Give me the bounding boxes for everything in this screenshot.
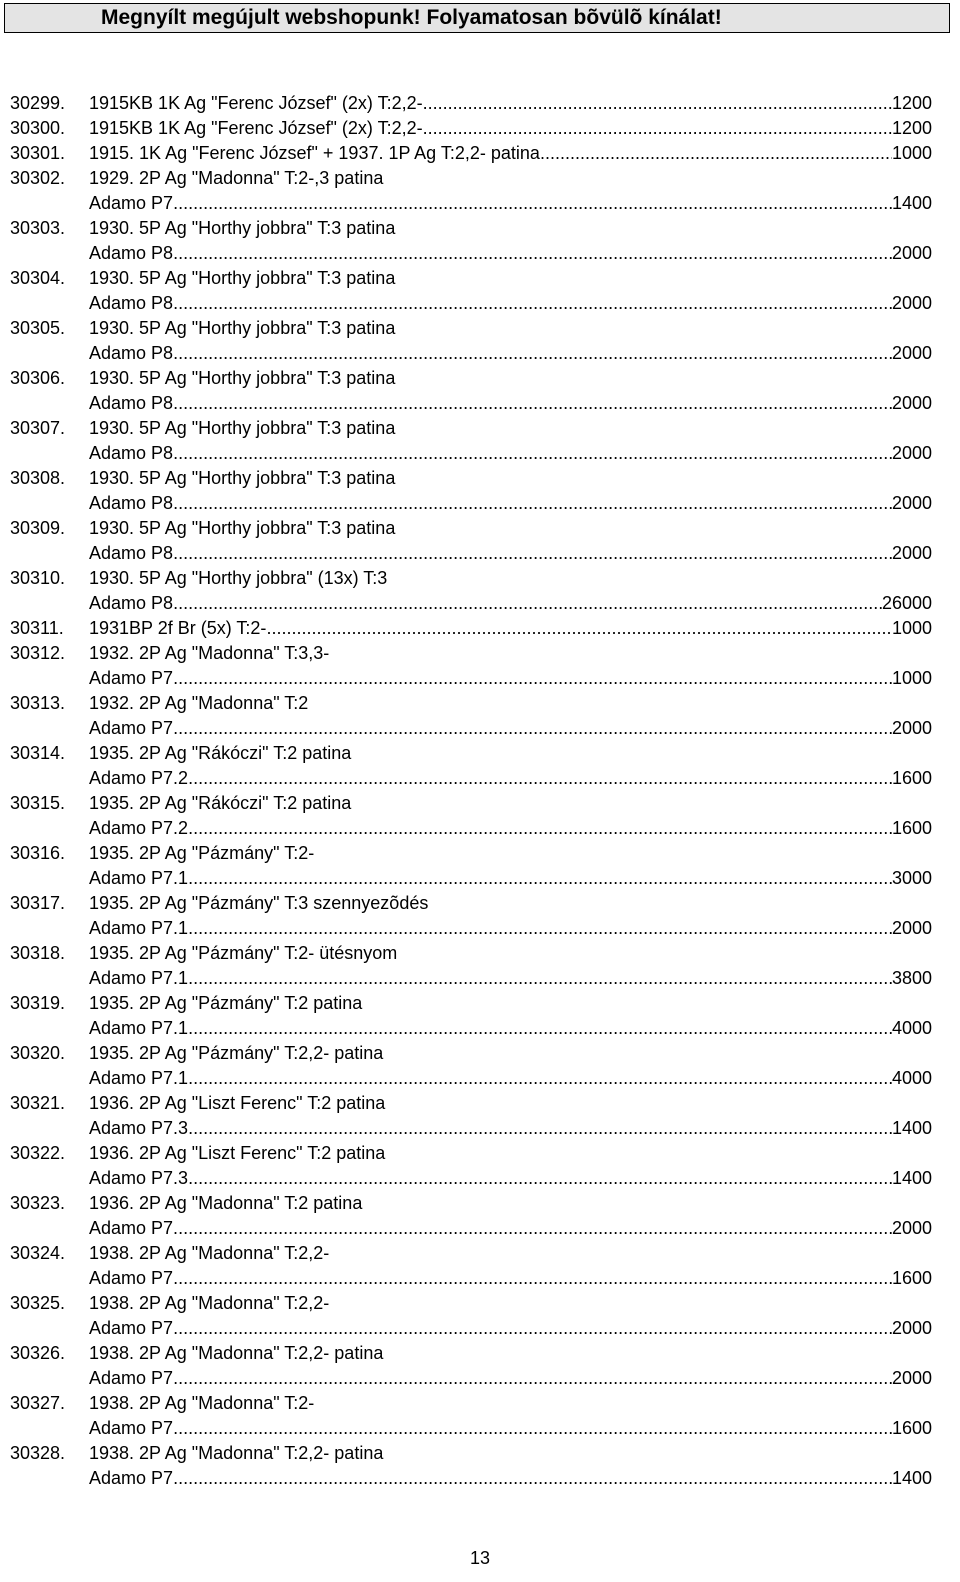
lot-price: 1000 [891, 618, 932, 638]
lot-reference: Adamo P7 [89, 1368, 174, 1388]
lot-price: 1000 [891, 143, 932, 163]
lot-description: 1935. 2P Ag "Rákóczi" T:2 patina [89, 793, 352, 813]
lot-number: 30299. [10, 93, 66, 113]
lot-entry [10, 1191, 932, 1241]
lot-price: 2000 [891, 918, 932, 938]
lot-entry [10, 691, 932, 741]
lot-entry [10, 166, 932, 216]
lot-entry [10, 366, 932, 416]
lot-number: 30317. [10, 893, 66, 913]
page-number: 13 [469, 1548, 491, 1568]
lot-description: 1932. 2P Ag "Madonna" T:2 [89, 693, 309, 713]
lot-description: 1931BP 2f Br (5x) T:2- [89, 618, 267, 638]
dot-leader [173, 391, 892, 416]
dot-leader [188, 1016, 892, 1041]
dot-leader [173, 1416, 892, 1441]
dot-leader [540, 141, 892, 166]
dot-leader [173, 1316, 892, 1341]
lot-price: 2000 [891, 1218, 932, 1238]
lot-description: 1930. 5P Ag "Horthy jobbra" T:3 patina [89, 468, 396, 488]
lot-number: 30312. [10, 643, 66, 663]
lot-reference: Adamo P7.1 [89, 1068, 189, 1088]
lot-price: 4000 [891, 1068, 932, 1088]
dot-leader [173, 1466, 892, 1491]
lot-number: 30304. [10, 268, 66, 288]
lot-reference: Adamo P8 [89, 493, 174, 513]
dot-leader [423, 116, 892, 141]
lot-entry [10, 1041, 932, 1091]
lot-number: 30319. [10, 993, 66, 1013]
lot-description: 1930. 5P Ag "Horthy jobbra" T:3 patina [89, 268, 396, 288]
dot-leader [173, 1266, 892, 1291]
lot-price: 1600 [891, 818, 932, 838]
dot-leader [188, 916, 892, 941]
lot-price: 1200 [891, 93, 932, 113]
lot-price: 1400 [891, 193, 932, 213]
lot-entry [10, 91, 932, 116]
lot-description: 1938. 2P Ag "Madonna" T:2- [89, 1393, 315, 1413]
lot-reference: Adamo P8 [89, 543, 174, 563]
lot-price: 2000 [891, 443, 932, 463]
lot-entry [10, 1091, 932, 1141]
lot-price: 2000 [891, 243, 932, 263]
lot-reference: Adamo P7.1 [89, 868, 189, 888]
lot-entry [10, 141, 932, 166]
lot-description: 1935. 2P Ag "Pázmány" T:2- ütésnyom [89, 943, 398, 963]
lot-reference: Adamo P7 [89, 668, 174, 688]
lot-description: 1938. 2P Ag "Madonna" T:2,2- [89, 1293, 330, 1313]
promo-banner-text: Megnyílt megújult webshopunk! Folyamatosan bõvülõ kínálat! [101, 6, 722, 29]
lot-description: 1930. 5P Ag "Horthy jobbra" T:3 patina [89, 218, 396, 238]
dot-leader [188, 866, 892, 891]
lot-number: 30303. [10, 218, 66, 238]
lot-reference: Adamo P8 [89, 443, 174, 463]
lot-price: 2000 [891, 718, 932, 738]
dot-leader [173, 591, 882, 616]
lot-description: 1936. 2P Ag "Liszt Ferenc" T:2 patina [89, 1143, 386, 1163]
lot-reference: Adamo P7.3 [89, 1118, 189, 1138]
lot-price: 1000 [891, 668, 932, 688]
dot-leader [173, 1366, 892, 1391]
lot-number: 30328. [10, 1443, 66, 1463]
lot-number: 30306. [10, 368, 66, 388]
auction-lot-list [10, 91, 932, 1491]
lot-reference: Adamo P7.1 [89, 918, 189, 938]
lot-price: 1400 [891, 1118, 932, 1138]
lot-entry [10, 266, 932, 316]
lot-entry [10, 1441, 932, 1491]
lot-reference: Adamo P7 [89, 193, 174, 213]
lot-entry [10, 741, 932, 791]
lot-entry [10, 416, 932, 466]
lot-description: 1935. 2P Ag "Pázmány" T:2- [89, 843, 315, 863]
lot-number: 30322. [10, 1143, 66, 1163]
lot-description: 1935. 2P Ag "Pázmány" T:3 szennyezõdés [89, 893, 429, 913]
lot-reference: Adamo P8 [89, 293, 174, 313]
lot-number: 30300. [10, 118, 66, 138]
lot-price: 2000 [891, 1368, 932, 1388]
lot-description: 1935. 2P Ag "Pázmány" T:2,2- patina [89, 1043, 384, 1063]
dot-leader [178, 1216, 892, 1241]
lot-entry [10, 616, 932, 641]
lot-price: 2000 [891, 393, 932, 413]
dot-leader [188, 766, 892, 791]
lot-description: 1936. 2P Ag "Liszt Ferenc" T:2 patina [89, 1093, 386, 1113]
dot-leader [173, 341, 892, 366]
lot-entry [10, 1241, 932, 1291]
lot-reference: Adamo P7.1 [89, 968, 189, 988]
lot-price: 26000 [881, 593, 932, 613]
lot-description: 1938. 2P Ag "Madonna" T:2,2- [89, 1243, 330, 1263]
lot-number: 30315. [10, 793, 66, 813]
dot-leader [173, 716, 892, 741]
lot-description: 1930. 5P Ag "Horthy jobbra" T:3 patina [89, 418, 396, 438]
lot-number: 30325. [10, 1293, 66, 1313]
lot-number: 30301. [10, 143, 66, 163]
lot-price: 2000 [891, 343, 932, 363]
lot-entry [10, 1291, 932, 1341]
lot-number: 30321. [10, 1093, 66, 1113]
lot-price: 1400 [891, 1468, 932, 1488]
lot-description: 1915KB 1K Ag "Ferenc József" (2x) T:2,2- [89, 93, 423, 113]
lot-price: 2000 [891, 543, 932, 563]
lot-entry [10, 991, 932, 1041]
lot-description: 1930. 5P Ag "Horthy jobbra" (13x) T:3 [89, 568, 388, 588]
lot-entry [10, 516, 932, 566]
lot-reference: Adamo P7 [89, 1418, 174, 1438]
lot-entry [10, 941, 932, 991]
dot-leader [188, 816, 892, 841]
lot-description: 1936. 2P Ag "Madonna" T:2 patina [89, 1193, 363, 1213]
lot-number: 30326. [10, 1343, 66, 1363]
lot-number: 30316. [10, 843, 66, 863]
lot-reference: Adamo P7 [89, 1318, 174, 1338]
lot-reference: Adamo P7 [89, 1468, 174, 1488]
lot-number: 30318. [10, 943, 66, 963]
lot-description: 1935. 2P Ag "Pázmány" T:2 patina [89, 993, 363, 1013]
dot-leader [173, 191, 892, 216]
lot-description: 1930. 5P Ag "Horthy jobbra" T:3 patina [89, 368, 396, 388]
lot-entry [10, 1341, 932, 1391]
dot-leader [423, 91, 892, 116]
lot-description: 1930. 5P Ag "Horthy jobbra" T:3 patina [89, 318, 396, 338]
lot-number: 30314. [10, 743, 66, 763]
lot-number: 30302. [10, 168, 66, 188]
lot-reference: Adamo P7 [89, 1268, 174, 1288]
lot-price: 2000 [891, 293, 932, 313]
lot-entry [10, 216, 932, 266]
lot-entry [10, 1391, 932, 1441]
lot-number: 30309. [10, 518, 66, 538]
dot-leader [173, 491, 892, 516]
lot-reference: Adamo P7.2 [89, 818, 189, 838]
lot-reference: Adamo P7 [89, 718, 174, 738]
lot-number: 30310. [10, 568, 66, 588]
lot-reference: Adamo P7.1 [89, 1018, 189, 1038]
lot-price: 1400 [891, 1168, 932, 1188]
lot-entry [10, 566, 932, 616]
lot-price: 1200 [891, 118, 932, 138]
lot-entry [10, 791, 932, 841]
lot-number: 30307. [10, 418, 66, 438]
dot-leader [266, 616, 892, 641]
lot-entry [10, 641, 932, 691]
lot-number: 30311. [10, 618, 64, 638]
lot-price: 2000 [891, 1318, 932, 1338]
lot-price: 1600 [891, 1418, 932, 1438]
lot-reference: Adamo P7.2 [89, 768, 189, 788]
dot-leader [188, 1066, 892, 1091]
lot-number: 30320. [10, 1043, 66, 1063]
lot-reference: Adamo P7.3 [89, 1168, 189, 1188]
lot-entry [10, 466, 932, 516]
lot-reference: Adamo P7. [89, 1218, 179, 1238]
lot-entry [10, 891, 932, 941]
dot-leader [173, 291, 892, 316]
lot-description: 1915KB 1K Ag "Ferenc József" (2x) T:2,2- [89, 118, 423, 138]
lot-reference: Adamo P8 [89, 243, 174, 263]
lot-description: 1929. 2P Ag "Madonna" T:2-,3 patina [89, 168, 384, 188]
lot-number: 30305. [10, 318, 66, 338]
lot-price: 4000 [891, 1018, 932, 1038]
lot-price: 3000 [891, 868, 932, 888]
lot-price: 2000 [891, 493, 932, 513]
lot-description: 1938. 2P Ag "Madonna" T:2,2- patina [89, 1343, 384, 1363]
dot-leader [173, 241, 892, 266]
lot-description: 1935. 2P Ag "Rákóczi" T:2 patina [89, 743, 352, 763]
dot-leader [188, 1166, 892, 1191]
lot-reference: Adamo P8 [89, 593, 174, 613]
lot-entry [10, 116, 932, 141]
lot-description: 1932. 2P Ag "Madonna" T:3,3- [89, 643, 330, 663]
lot-description: 1938. 2P Ag "Madonna" T:2,2- patina [89, 1443, 384, 1463]
lot-number: 30323. [10, 1193, 66, 1213]
lot-number: 30327. [10, 1393, 66, 1413]
lot-number: 30308. [10, 468, 66, 488]
lot-description: 1930. 5P Ag "Horthy jobbra" T:3 patina [89, 518, 396, 538]
dot-leader [188, 966, 892, 991]
lot-entry [10, 316, 932, 366]
lot-price: 3800 [891, 968, 932, 988]
lot-entry [10, 1141, 932, 1191]
lot-reference: Adamo P8 [89, 343, 174, 363]
lot-reference: Adamo P8 [89, 393, 174, 413]
lot-number: 30324. [10, 1243, 66, 1263]
dot-leader [173, 666, 892, 691]
lot-number: 30313. [10, 693, 66, 713]
lot-entry [10, 841, 932, 891]
dot-leader [173, 541, 892, 566]
promo-banner [4, 3, 950, 33]
dot-leader [188, 1116, 892, 1141]
dot-leader [173, 441, 892, 466]
lot-description: 1915. 1K Ag "Ferenc József" + 1937. 1P Ag T:2,2- patina [89, 143, 540, 163]
lot-price: 1600 [891, 768, 932, 788]
lot-price: 1600 [891, 1268, 932, 1288]
